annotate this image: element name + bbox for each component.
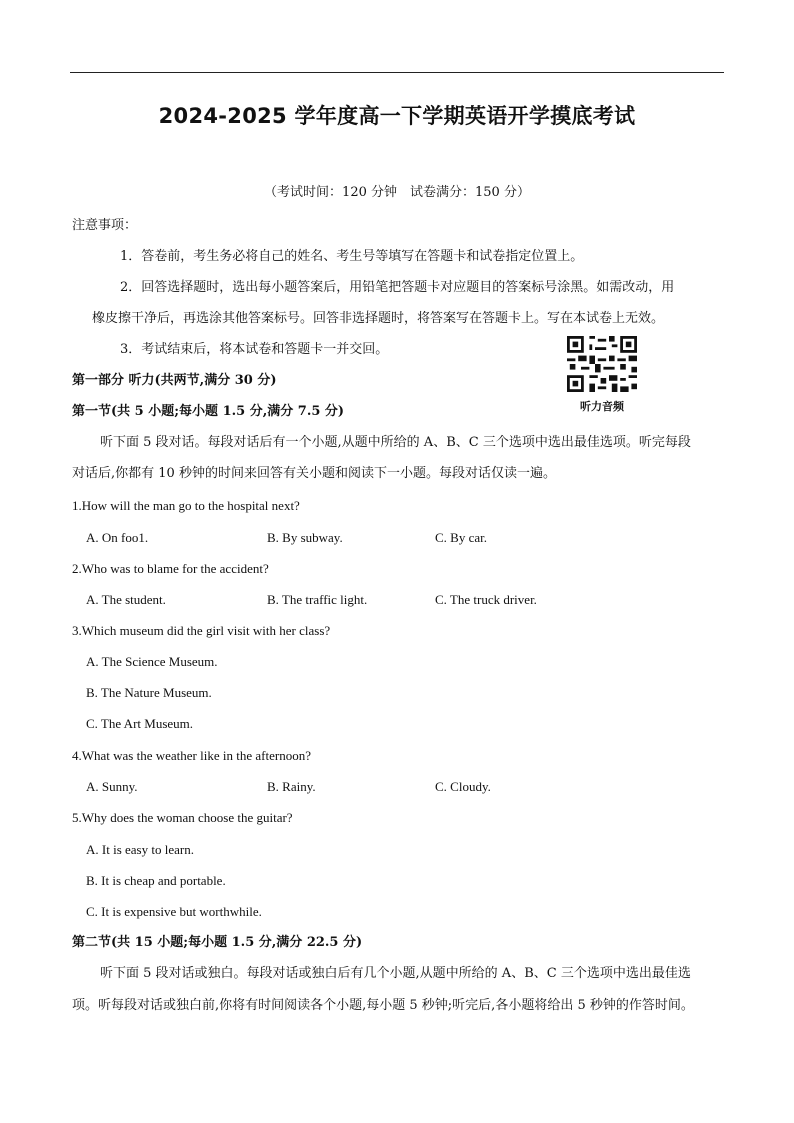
qr-code-icon [567, 336, 637, 392]
option-4b: B. Rainy. [267, 779, 316, 794]
question-5: 5.Why does the woman choose the guitar? [72, 810, 293, 825]
option-4c: C. Cloudy. [435, 779, 491, 794]
notice-item-2b: 橡皮擦干净后，再选涂其他答案标号。回答非选择题时，将答案写在答题卡上。写在本试卷上无效。 [92, 311, 665, 326]
section1-heading: 第一节(共 5 小题;每小题 1.5 分,满分 7.5 分) [72, 404, 345, 419]
header-rule [70, 72, 724, 73]
option-2c: C. The truck driver. [435, 592, 537, 607]
section2-intro-b: 项。听每段对话或独白前,你将有时间阅读各个小题,每小题 5 秒钟;听完后,各小题将给出 5 秒钟的作答时间。 [72, 998, 694, 1013]
question-3: 3.Which museum did the girl visit with her class? [72, 623, 331, 638]
option-1a: A. On foo1. [86, 530, 149, 545]
section2-heading: 第二节(共 15 小题;每小题 1.5 分,满分 22.5 分) [72, 935, 363, 950]
option-3a: A. The Science Museum. [86, 654, 218, 669]
notice-heading: 注意事项： [72, 218, 138, 233]
question-1: 1.How will the man go to the hospital next? [72, 498, 300, 513]
option-3c: C. The Art Museum. [86, 716, 194, 731]
notice-item-1: 1．答卷前，考生务必将自己的姓名、考生号等填写在答题卡和试卷指定位置上。 [120, 249, 584, 264]
option-3b: B. The Nature Museum. [86, 685, 212, 700]
notice-item-2a: 2．回答选择题时，选出每小题答案后，用铅笔把答题卡对应题目的答案标号涂黑。如需改动，用 [120, 280, 675, 295]
option-5a: A. It is easy to learn. [86, 842, 194, 857]
section1-intro-b: 对话后,你都有 10 秒钟的时间来回答有关小题和阅读下一小题。每段对话仅读一遍。 [72, 466, 556, 481]
option-1c: C. By car. [435, 530, 487, 545]
part1-heading: 第一部分 听力(共两节,满分 30 分) [72, 373, 277, 388]
exam-subtitle: （考试时间：120 分钟 试卷满分：150 分） [264, 185, 530, 200]
section1-intro-a: 听下面 5 段对话。每段对话后有一个小题,从题中所给的 A、B、C 三个选项中选出最佳选项。听完每段 [100, 435, 691, 450]
option-1b: B. By subway. [267, 530, 343, 545]
question-4: 4.What was the weather like in the afternoon? [72, 748, 311, 763]
option-2a: A. The student. [86, 592, 166, 607]
qr-label: 听力音频 [580, 400, 624, 413]
option-4a: A. Sunny. [86, 779, 138, 794]
option-5b: B. It is cheap and portable. [86, 873, 226, 888]
section2-intro-a: 听下面 5 段对话或独白。每段对话或独白后有几个小题,从题中所给的 A、B、C 三个选项中选出最佳选 [100, 966, 691, 981]
exam-title: 2024-2025 学年度高一下学期英语开学摸底考试 [158, 104, 636, 128]
question-2: 2.Who was to blame for the accident? [72, 561, 269, 576]
notice-item-3: 3．考试结束后，将本试卷和答题卡一并交回。 [120, 342, 389, 357]
option-5c: C. It is expensive but worthwhile. [86, 904, 262, 919]
option-2b: B. The traffic light. [267, 592, 368, 607]
